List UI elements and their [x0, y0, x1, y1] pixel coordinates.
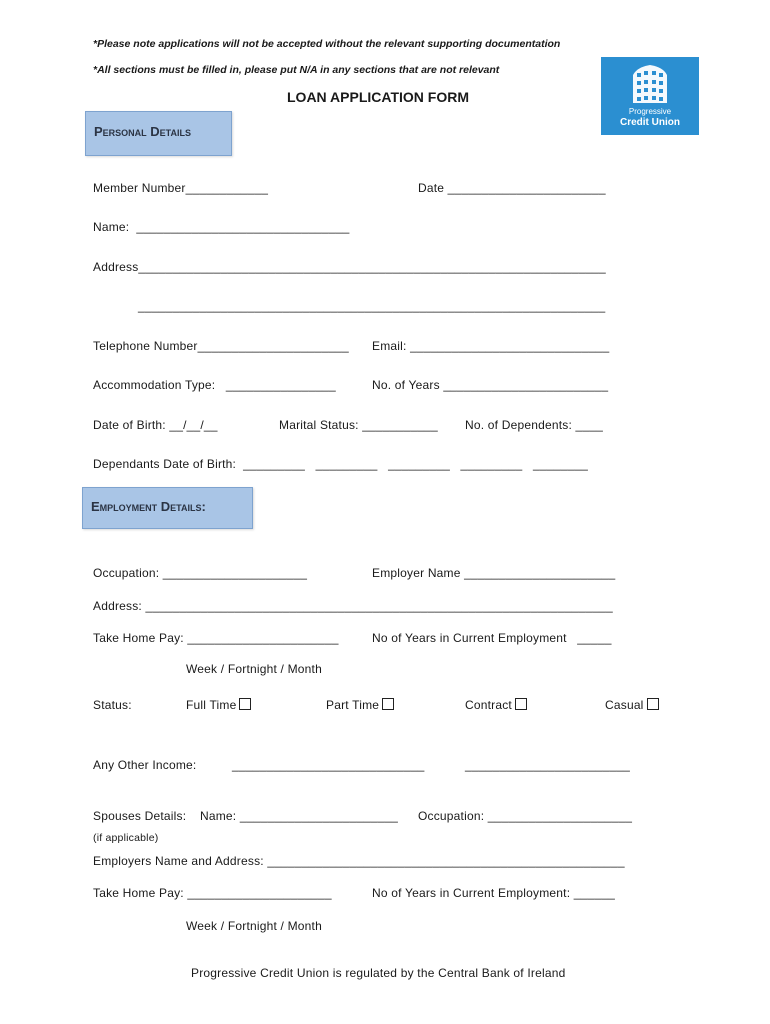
other-income-field-2[interactable]: ________________________	[465, 758, 630, 772]
take-home-pay-field[interactable]: Take Home Pay: ______________________	[93, 631, 339, 645]
status-label: Status:	[93, 698, 132, 712]
status-option-part-time[interactable]	[326, 698, 394, 713]
years-field[interactable]: No. of Years ________________________	[372, 378, 609, 392]
logo-line2: Credit Union	[620, 117, 680, 128]
spouse-name-field[interactable]: Name: _______________________	[200, 809, 398, 823]
checkbox-icon[interactable]	[382, 698, 394, 710]
building-icon	[601, 57, 699, 107]
dependants-dob-field[interactable]: Dependants Date of Birth: _________ _________ _________ _________ ________	[93, 457, 589, 471]
employer-name-field[interactable]: Employer Name ______________________	[372, 566, 616, 580]
footer-regulation-note: Progressive Credit Union is regulated by the Central Bank of Ireland	[191, 966, 566, 980]
section-personal-heading: Personal Details	[94, 124, 192, 139]
other-income-field-1[interactable]: ____________________________	[232, 758, 425, 772]
status-option-casual[interactable]	[605, 698, 659, 713]
section-employment-details	[82, 487, 253, 529]
member-number-field[interactable]: Member Number____________	[93, 181, 269, 195]
status-option-full-time[interactable]	[186, 698, 251, 713]
occupation-field[interactable]: Occupation: _____________________	[93, 566, 308, 580]
form-title: LOAN APPLICATION FORM	[287, 89, 469, 105]
dob-field[interactable]: Date of Birth: __/__/__	[93, 418, 218, 432]
spouse-employer-name-address-field[interactable]: Employers Name and Address: ____________________________________________________	[93, 854, 625, 868]
logo-line1: Progressive	[628, 107, 672, 116]
accommodation-field[interactable]: Accommodation Type: ________________	[93, 378, 336, 392]
other-income-label: Any Other Income:	[93, 758, 197, 772]
section-employment-heading: Employment Details:	[91, 499, 206, 514]
address-field-line2[interactable]: ____________________________________________________________________	[138, 299, 606, 313]
spouse-details-label: Spouses Details:	[93, 809, 187, 823]
if-applicable-note: (if applicable)	[93, 832, 159, 844]
dependents-field[interactable]: No. of Dependents: ____	[465, 418, 604, 432]
status-option-label: Part Time	[326, 698, 380, 712]
checkbox-icon[interactable]	[647, 698, 659, 710]
note-documentation: *Please note applications will not be accepted without the relevant supporting documentation	[93, 38, 561, 50]
spouse-years-current-employment-field[interactable]: No of Years in Current Employment: ______	[372, 886, 616, 900]
section-personal-details	[85, 111, 232, 156]
note-sections: *All sections must be filled in, please put N/A in any sections that are not relevant	[93, 64, 500, 76]
date-field[interactable]: Date _______________________	[418, 181, 606, 195]
years-current-employment-field[interactable]: No of Years in Current Employment _____	[372, 631, 612, 645]
checkbox-icon[interactable]	[515, 698, 527, 710]
pay-frequency-options[interactable]: Week / Fortnight / Month	[186, 662, 322, 676]
status-option-contract[interactable]	[465, 698, 527, 713]
email-field[interactable]: Email: _____________________________	[372, 339, 610, 353]
address-field[interactable]: Address____________________________________________________________________	[93, 260, 606, 274]
employer-address-field[interactable]: Address: ____________________________________________________________________	[93, 599, 613, 613]
telephone-field[interactable]: Telephone Number______________________	[93, 339, 349, 353]
status-option-label: Contract	[465, 698, 512, 712]
status-option-label: Casual	[605, 698, 644, 712]
name-field[interactable]: Name: _______________________________	[93, 220, 350, 234]
credit-union-logo	[601, 57, 699, 135]
checkbox-icon[interactable]	[239, 698, 251, 710]
spouse-take-home-pay-field[interactable]: Take Home Pay: _____________________	[93, 886, 332, 900]
spouse-occupation-field[interactable]: Occupation: _____________________	[418, 809, 633, 823]
spouse-pay-frequency-options[interactable]: Week / Fortnight / Month	[186, 919, 322, 933]
marital-status-field[interactable]: Marital Status: ___________	[279, 418, 438, 432]
status-option-label: Full Time	[186, 698, 237, 712]
